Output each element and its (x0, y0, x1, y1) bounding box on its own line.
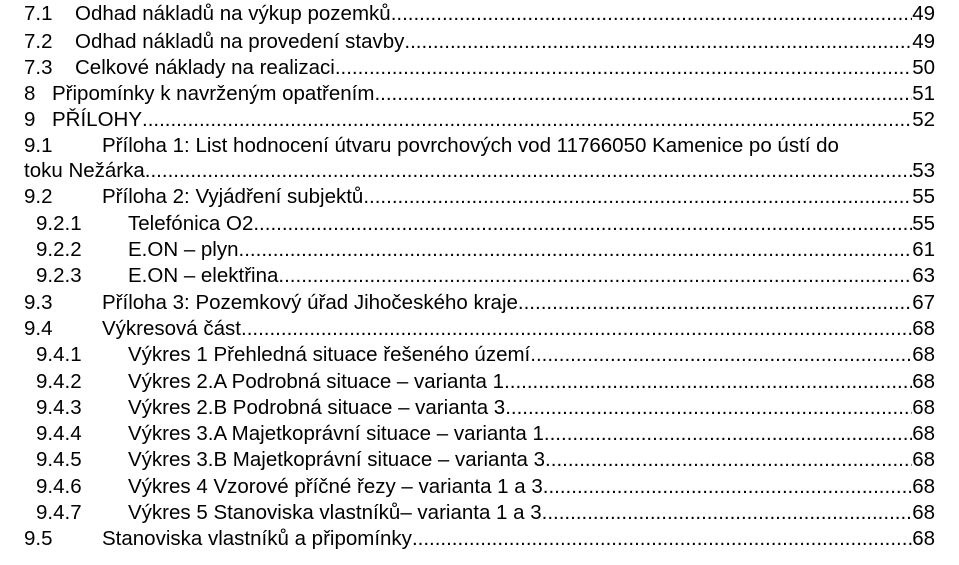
toc-entry-page: 68 (912, 501, 935, 524)
toc-entry-7-1[interactable] (0, 1, 959, 27)
toc-entry-title: E.ON – plyn (128, 238, 239, 261)
toc-entry-page: 68 (912, 527, 935, 550)
toc-entry-page: 68 (912, 396, 935, 419)
toc-entry-9-4-4[interactable] (0, 421, 959, 447)
toc-entry-title: Výkres 4 Vzorové příčné řezy – varianta 1 a 3 (128, 475, 543, 498)
toc-entry-number: 9.4.3 (36, 396, 82, 419)
toc-entry-9-4-3[interactable] (0, 395, 959, 421)
toc-dot-leader (374, 81, 912, 107)
toc-entry-title: Výkres 3.B Majetkoprávní situace – varianta 3 (128, 448, 546, 471)
toc-dot-leader (530, 342, 912, 368)
toc-entry-page: 51 (912, 82, 935, 105)
toc-entry-9-4-5[interactable] (0, 447, 959, 473)
toc-entry-9-4-7[interactable] (0, 500, 959, 526)
toc-entry-title: Výkres 3.A Majetkoprávní situace – varianta 1 (128, 422, 544, 445)
toc-entry-page: 55 (912, 212, 935, 235)
toc-entry-9-2-3[interactable] (0, 263, 959, 289)
toc-dot-leader (505, 395, 912, 421)
toc-entry-title: Výkresová část (102, 317, 241, 340)
toc-entry-page: 68 (912, 370, 935, 393)
toc-entry-title: PŘÍLOHY (52, 108, 142, 131)
toc-entry-page: 63 (912, 264, 935, 287)
toc-entry-page: 49 (912, 30, 935, 53)
toc-entry-number: 9.4.2 (36, 370, 82, 393)
toc-dot-leader (545, 447, 912, 473)
toc-entry-title: Výkres 1 Přehledná situace řešeného území (128, 343, 531, 366)
toc-entry-title: Výkres 2.B Podrobná situace – varianta 3 (128, 396, 506, 419)
toc-dot-leader (241, 316, 912, 342)
toc-entry-7-3[interactable] (0, 55, 959, 81)
toc-entry-page: 53 (912, 159, 935, 182)
toc-dot-leader (142, 107, 912, 133)
toc-dot-leader (412, 526, 912, 552)
toc-entry-9-4-2[interactable] (0, 369, 959, 395)
toc-dot-leader (518, 290, 912, 316)
toc-dot-leader (239, 237, 913, 263)
toc-entry-title: Celkové náklady na realizaci (75, 56, 335, 79)
toc-entry-number: 9.4.1 (36, 343, 82, 366)
toc-entry-page: 52 (912, 108, 935, 131)
toc-entry-title: Příloha 2: Vyjádření subjektů (102, 185, 364, 208)
toc-entry-9-4[interactable] (0, 316, 959, 342)
toc-entry-page: 68 (912, 422, 935, 445)
toc-entry-title: Odhad nákladů na výkup pozemků (75, 2, 391, 25)
toc-entry-9-2-1[interactable] (0, 211, 959, 237)
toc-entry-9-4-6[interactable] (0, 474, 959, 500)
toc-entry-number: 9.4.6 (36, 475, 82, 498)
toc-entry-9-4-1[interactable] (0, 342, 959, 368)
toc-dot-leader (504, 369, 912, 395)
toc-entry-page: 49 (912, 2, 935, 25)
toc-entry-number: 9.1 (24, 134, 53, 157)
toc-entry-page: 68 (912, 317, 935, 340)
toc-entry-number: 9.4.7 (36, 501, 82, 524)
toc-entry-title: Výkres 2.A Podrobná situace – varianta 1 (128, 370, 505, 393)
toc-entry-title: Telefónica O2 (128, 212, 254, 235)
toc-entry-title: toku Nežárka (24, 159, 145, 182)
toc-entry-number: 8 (24, 82, 36, 105)
toc-entry-page: 68 (912, 475, 935, 498)
toc-dot-leader (544, 421, 912, 447)
toc-entry-9-2[interactable] (0, 184, 959, 210)
toc-entry-8[interactable] (0, 81, 959, 107)
toc-entry-page: 68 (912, 448, 935, 471)
toc-entry-number: 9.2 (24, 185, 53, 208)
toc-entry-page: 55 (912, 185, 935, 208)
toc-entry-9-1-line1[interactable] (0, 133, 959, 159)
toc-entry-title: Příloha 3: Pozemkový úřad Jihočeského kraje (102, 291, 518, 314)
toc-entry-9-5[interactable] (0, 526, 959, 552)
toc-entry-number: 9.2.3 (36, 264, 82, 287)
toc-entry-7-2[interactable] (0, 29, 959, 55)
toc-dot-leader (145, 158, 912, 184)
toc-entry-page: 68 (912, 343, 935, 366)
toc-entry-number: 9.5 (24, 527, 53, 550)
toc-entry-title: E.ON – elektřina (128, 264, 279, 287)
toc-dot-leader (363, 184, 912, 210)
toc-entry-9[interactable] (0, 107, 959, 133)
toc-entry-9-2-2[interactable] (0, 237, 959, 263)
toc-entry-number: 9.4.4 (36, 422, 82, 445)
toc-entry-number: 9.2.2 (36, 238, 82, 261)
toc-dot-leader (542, 500, 913, 526)
toc-entry-page: 50 (912, 56, 935, 79)
toc-entry-9-3[interactable] (0, 290, 959, 316)
toc-dot-leader (391, 1, 913, 27)
toc-dot-leader (404, 29, 912, 55)
toc-dot-leader (278, 263, 912, 289)
toc-entry-number: 9.2.1 (36, 212, 82, 235)
toc-entry-title-first-line: Příloha 1: List hodnocení útvaru povrchových vod 11766050 Kamenice po ústí do (102, 134, 839, 157)
toc-dot-leader (253, 211, 912, 237)
toc-entry-number: 9 (24, 108, 36, 131)
toc-entry-9-1-line2[interactable] (0, 158, 959, 184)
toc-entry-number: 9.3 (24, 291, 53, 314)
toc-entry-title: Stanoviska vlastníků a připomínky (102, 527, 412, 550)
toc-dot-leader (543, 474, 912, 500)
toc-entry-number: 9.4 (24, 317, 53, 340)
toc-entry-page: 67 (912, 291, 935, 314)
toc-entry-title: Připomínky k navrženým opatřením (52, 82, 375, 105)
toc-entry-number: 7.1 (24, 2, 53, 25)
toc-entry-number: 9.4.5 (36, 448, 82, 471)
toc-entry-title: Odhad nákladů na provedení stavby (75, 30, 405, 53)
toc-entry-page: 61 (912, 238, 935, 261)
toc-entry-number: 7.2 (24, 30, 53, 53)
toc-entry-title: Výkres 5 Stanoviska vlastníků– varianta 1 a 3 (128, 501, 542, 524)
toc-entry-number: 7.3 (24, 56, 53, 79)
toc-dot-leader (335, 55, 912, 81)
